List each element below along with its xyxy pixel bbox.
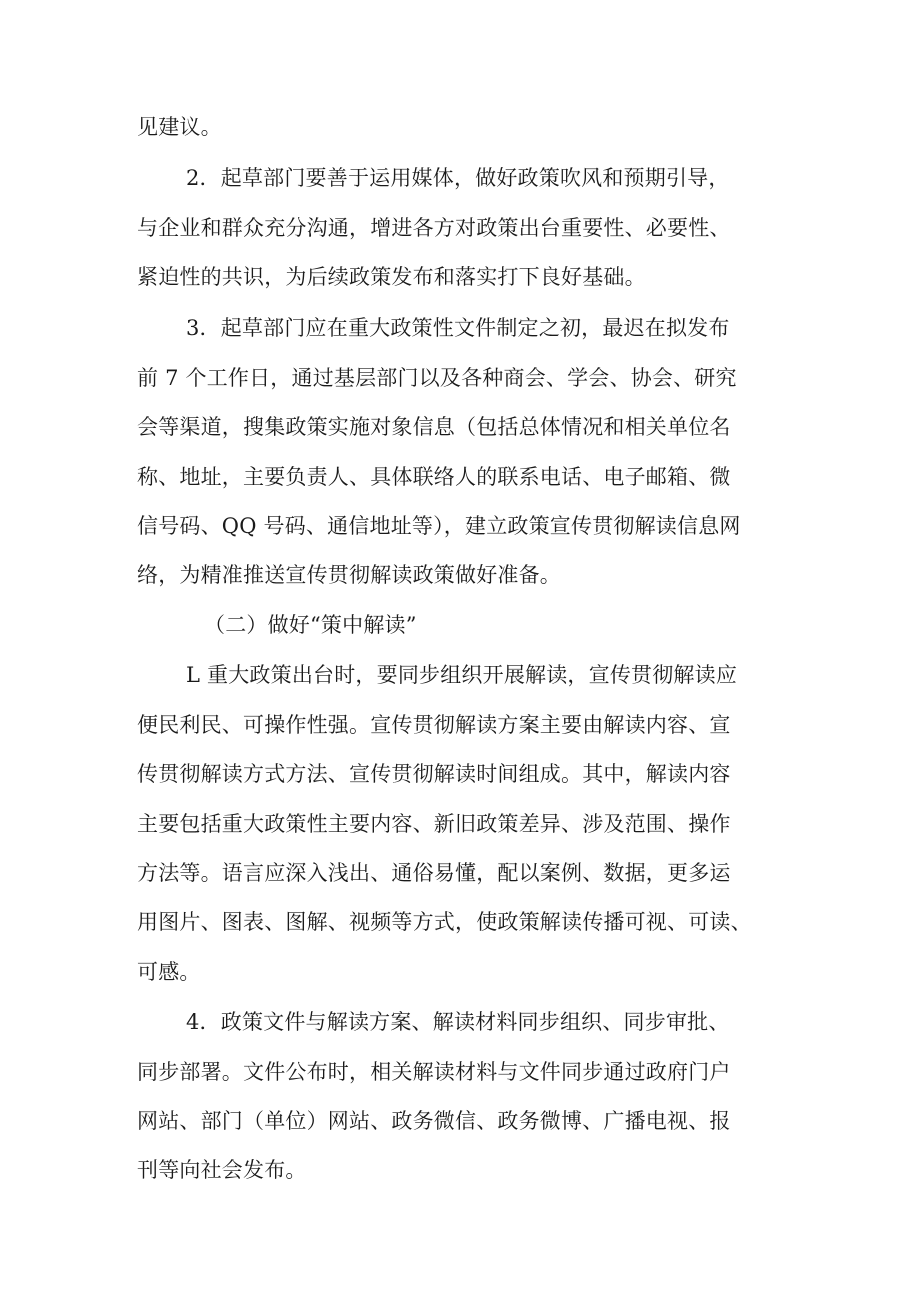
paragraph-line: 2．起草部门要善于运用媒体，做好政策吹风和预期引导， xyxy=(186,166,730,190)
paragraph-line: 网站、部门（单位）网站、政务微信、政务微博、广播电视、报 xyxy=(137,1109,731,1133)
paragraph-line: 称、地址，主要负责人、具体联络人的联系电话、电子邮箱、微 xyxy=(137,465,731,489)
paragraph-line: 紧迫性的共识，为后续政策发布和落实打下良好基础。 xyxy=(137,265,646,289)
paragraph-line: 同步部署。文件公布时，相关解读材料与文件同步通过政府门户 xyxy=(137,1060,731,1084)
paragraph-line: 传贯彻解读方式方法、宣传贯彻解读时间组成。其中，解读内容 xyxy=(137,762,731,786)
paragraph-line: 见建议。 xyxy=(137,115,222,139)
paragraph-line: 用图片、图表、图解、视频等方式，使政策解读传播可视、可读、 xyxy=(137,910,752,934)
paragraph-line: 络，为精准推送宣传贯彻解读政策做好准备。 xyxy=(137,563,561,587)
paragraph-line: 方法等。语言应深入浅出、通俗易懂，配以案例、数据，更多运 xyxy=(137,861,731,885)
paragraph-line: 4．政策文件与解读方案、解读材料同步组织、同步审批、 xyxy=(186,1010,730,1034)
paragraph-line: 前 7 个工作日，通过基层部门以及各种商会、学会、协会、研究 xyxy=(137,366,737,390)
paragraph-line: 3．起草部门应在重大政策性文件制定之初，最迟在拟发布 xyxy=(186,316,730,340)
paragraph-line: 便民利民、可操作性强。宣传贯彻解读方案主要由解读内容、宣 xyxy=(137,713,731,737)
paragraph-line: 与企业和群众充分沟通，增进各方对政策出台重要性、必要性、 xyxy=(137,216,731,240)
paragraph-line: 主要包括重大政策性主要内容、新旧政策差异、涉及范围、操作 xyxy=(137,812,731,836)
paragraph-line: 会等渠道，搜集政策实施对象信息（包括总体情况和相关单位名 xyxy=(137,415,731,439)
paragraph-line: 刊等向社会发布。 xyxy=(137,1158,307,1182)
paragraph-line: 信号码、QQ 号码、通信地址等），建立政策宣传贯彻解读信息网 xyxy=(137,514,741,538)
paragraph-line: 可感。 xyxy=(137,960,201,984)
paragraph-line: L 重大政策出台时，要同步组织开展解读，宣传贯彻解读应 xyxy=(186,663,738,687)
section-heading: （二）做好“策中解读” xyxy=(204,613,417,637)
